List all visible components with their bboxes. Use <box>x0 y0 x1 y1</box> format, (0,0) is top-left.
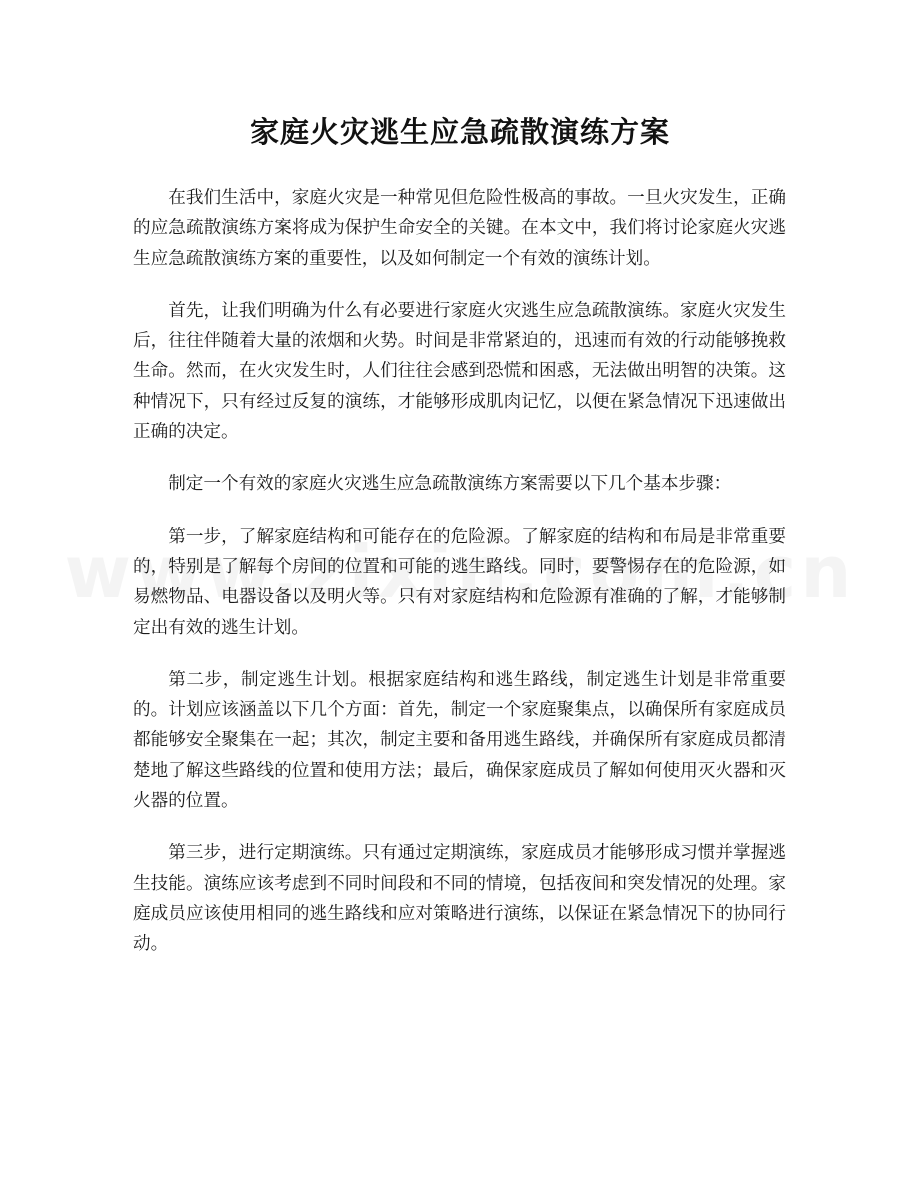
paragraph-intro: 在我们生活中，家庭火灾是一种常见但危险性极高的事故。一旦火灾发生，正确的应急疏散演练方案将成为保护生命安全的关键。在本文中，我们将讨论家庭火灾逃生应急疏散演练方案的重要性，以及如何制定一个有效的演练计划。 <box>133 188 786 269</box>
paragraph-steps-intro: 制定一个有效的家庭火灾逃生应急疏散演练方案需要以下几个基本步骤： <box>168 474 732 495</box>
document-body <box>133 183 786 982</box>
paragraph-step-2: 第二步，制定逃生计划。根据家庭结构和逃生路线，制定逃生计划是非常重要的。计划应该涵盖以下几个方面：首先，制定一个家庭聚集点，以确保所有家庭成员都能够安全聚集在一起；其次，制定主要和备用逃生路线，并确保所有家庭成员都清楚地了解这些路线的位置和使用方法；最后，确保家庭成员了解如何使用灭火器和灭火器的位置。 <box>133 669 786 812</box>
paragraph-step-3: 第三步，进行定期演练。只有通过定期演练，家庭成员才能够形成习惯并掌握逃生技能。演练应该考虑到不同时间段和不同的情境，包括夜间和突发情况的处理。家庭成员应该使用相同的逃生路线和应对策略进行演练，以保证在紧急情况下的协同行动。 <box>133 843 786 955</box>
paragraph-step-1: 第一步，了解家庭结构和可能存在的危险源。了解家庭的结构和布局是非常重要的，特别是了解每个房间的位置和可能的逃生路线。同时，要警惕存在的危险源，如易燃物品、电器设备以及明火等。只有对家庭结构和危险源有准确的了解，才能够制定出有效的逃生计划。 <box>133 526 786 638</box>
paragraph-why: 首先，让我们明确为什么有必要进行家庭火灾逃生应急疏散演练。家庭火灾发生后，往往伴随着大量的浓烟和火势。时间是非常紧迫的，迅速而有效的行动能够挽救生命。然而，在火灾发生时，人们往往会感到恐慌和困惑，无法做出明智的决策。这种情况下，只有经过反复的演练，才能够形成肌肉记忆，以便在紧急情况下迅速做出正确的决定。 <box>133 300 786 443</box>
document-title: 家庭火灾逃生应急疏散演练方案 <box>249 115 670 149</box>
